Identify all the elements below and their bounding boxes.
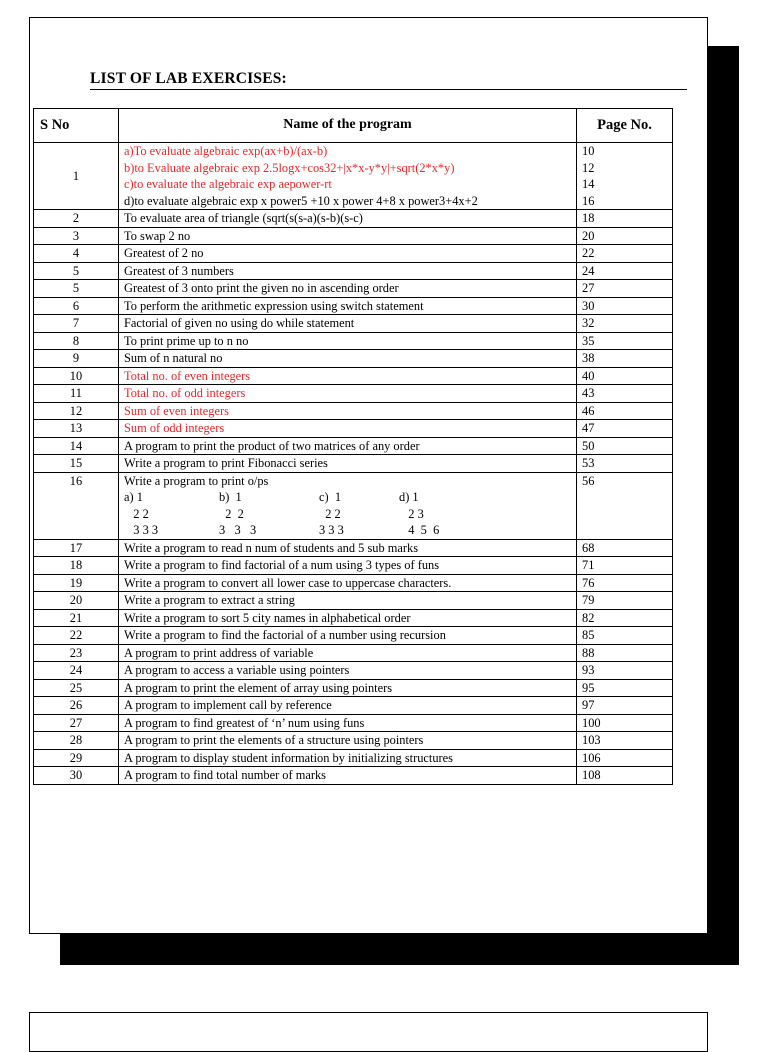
row-page-no: 93 — [577, 662, 673, 680]
row-page-no: 38 — [577, 350, 673, 368]
output-pattern-cell: 2 3 — [399, 506, 424, 521]
row-sno: 5 — [34, 280, 119, 298]
program-title: A program to find greatest of ‘n’ num using funs — [124, 715, 365, 730]
row-page-no: 32 — [577, 315, 673, 333]
row-program-name — [119, 539, 577, 557]
table-row — [34, 227, 673, 245]
table-row — [34, 679, 673, 697]
sub-program-page: 16 — [582, 193, 595, 208]
table-row — [34, 315, 673, 333]
program-title: Sum of n natural no — [124, 351, 223, 365]
row-program-name — [119, 697, 577, 715]
output-pattern-cell: a) 1 — [124, 490, 143, 504]
row-program-name — [119, 210, 577, 228]
table-row — [34, 472, 673, 539]
table-row — [34, 385, 673, 403]
program-title: A program to print the elements of a structure using pointers — [124, 733, 424, 747]
document-page — [29, 17, 708, 934]
row-sno: 2 — [34, 210, 119, 228]
row-page-no: 22 — [577, 245, 673, 263]
row-program-name — [119, 767, 577, 785]
row-program-name — [119, 592, 577, 610]
program-title: Greatest of 3 numbers — [124, 263, 234, 278]
row-program-name — [119, 455, 577, 473]
row-page-no: 35 — [577, 332, 673, 350]
output-pattern-cell: c) 1 — [319, 490, 342, 504]
program-title: A program to implement call by reference — [124, 698, 332, 712]
row-page-no: 79 — [577, 592, 673, 610]
row-program-name — [119, 732, 577, 750]
program-title: A program to print address of variable — [124, 645, 314, 660]
row-program-name — [119, 714, 577, 732]
row-page-no: 100 — [577, 714, 673, 732]
row-program-name — [119, 385, 577, 403]
row-sno: 26 — [34, 697, 119, 715]
program-title: A program to find total number of marks — [124, 768, 326, 782]
program-title: A program to access a variable using pointers — [124, 663, 350, 677]
header-sno: S No — [34, 109, 119, 143]
table-row — [34, 367, 673, 385]
table-row — [34, 714, 673, 732]
output-pattern-cell: 2 2 — [124, 506, 149, 521]
table-row — [34, 332, 673, 350]
row-program-name — [119, 627, 577, 645]
program-title: Write a program to read n num of students and 5 sub marks — [124, 540, 419, 555]
table-header-row — [34, 109, 673, 143]
row-sno: 20 — [34, 592, 119, 610]
sub-program-page: 12 — [582, 160, 595, 175]
row-page-no: 56 — [577, 472, 673, 539]
output-pattern-cell: 2 2 — [219, 506, 244, 521]
row-program-name — [119, 420, 577, 438]
row-sno: 27 — [34, 714, 119, 732]
table-row — [34, 697, 673, 715]
row-sno: 1 — [34, 143, 119, 210]
row-program-name — [119, 662, 577, 680]
row-page-no: 30 — [577, 297, 673, 315]
row-page-no: 88 — [577, 644, 673, 662]
row-program-name — [119, 297, 577, 315]
program-title: Sum of odd integers — [124, 421, 225, 435]
row-sno: 15 — [34, 455, 119, 473]
row-page-no: 46 — [577, 402, 673, 420]
row-page-no: 108 — [577, 767, 673, 785]
output-pattern-row — [124, 489, 571, 506]
row-program-name — [119, 644, 577, 662]
program-title: Write a program to print o/ps — [124, 473, 269, 488]
row-program-name — [119, 280, 577, 298]
program-title: To swap 2 no — [124, 228, 191, 243]
output-pattern-cell: 3 3 3 — [219, 523, 257, 537]
row-program-name — [119, 679, 577, 697]
program-title: A program to print the element of array using pointers — [124, 680, 393, 695]
row-sno: 6 — [34, 297, 119, 315]
table-row — [34, 280, 673, 298]
row-sno: 14 — [34, 437, 119, 455]
row-program-name — [119, 437, 577, 455]
row-sno: 22 — [34, 627, 119, 645]
row-page-no: 95 — [577, 679, 673, 697]
page-title: LIST OF LAB EXERCISES: — [90, 70, 287, 87]
program-title: To evaluate area of triangle (sqrt(s(s-a)(s-b)(s-c) — [124, 211, 363, 225]
output-pattern-cell: 3 3 3 — [124, 523, 159, 537]
row-sno: 16 — [34, 472, 119, 539]
row-sno: 8 — [34, 332, 119, 350]
row-program-name — [119, 472, 577, 539]
lab-exercises-table — [33, 108, 673, 785]
program-title: To print prime up to n no — [124, 333, 249, 348]
program-title: Write a program to convert all lower case to uppercase characters. — [124, 575, 452, 590]
row-sno: 11 — [34, 385, 119, 403]
row-page-no: 76 — [577, 574, 673, 592]
output-pattern-cell: 3 3 3 — [319, 523, 344, 537]
table-row — [34, 592, 673, 610]
row-program-name — [119, 332, 577, 350]
row-sno: 5 — [34, 262, 119, 280]
table-row — [34, 767, 673, 785]
table-row — [34, 539, 673, 557]
sub-program-page: 14 — [582, 177, 595, 191]
header-page-no: Page No. — [577, 109, 673, 143]
row-page-no: 71 — [577, 557, 673, 575]
output-pattern-row — [124, 522, 571, 539]
row-program-name — [119, 557, 577, 575]
row-program-name — [119, 402, 577, 420]
row-program-name — [119, 262, 577, 280]
row-page-no: 47 — [577, 420, 673, 438]
row-sno: 17 — [34, 539, 119, 557]
output-pattern-row — [124, 506, 571, 523]
table-row — [34, 749, 673, 767]
row-program-name — [119, 574, 577, 592]
program-title: Greatest of 2 no — [124, 246, 204, 260]
row-page-no: 43 — [577, 385, 673, 403]
output-pattern-cell: 4 5 6 — [399, 523, 440, 537]
table-row — [34, 644, 673, 662]
table-body — [34, 143, 673, 785]
program-title: Total no. of odd integers — [124, 386, 246, 400]
row-sno: 12 — [34, 402, 119, 420]
row-sno: 4 — [34, 245, 119, 263]
program-title: A program to display student information by initializing structures — [124, 750, 453, 765]
header-program-name: Name of the program — [119, 109, 577, 143]
sub-program-line: d)to evaluate algebraic exp x power5 +10 x power 4+8 x power3+4x+2 — [124, 193, 478, 208]
row-sno: 18 — [34, 557, 119, 575]
row-page-no: 53 — [577, 455, 673, 473]
program-title: Write a program to sort 5 city names in alphabetical order — [124, 610, 411, 625]
table-row — [34, 574, 673, 592]
next-page-edge — [29, 1012, 708, 1052]
row-program-name — [119, 749, 577, 767]
row-sno: 25 — [34, 679, 119, 697]
table-row — [34, 143, 673, 210]
sub-program-line: c)to evaluate the algebraic exp aepower-rt — [124, 177, 332, 191]
title-underline — [90, 89, 687, 90]
program-title: Greatest of 3 onto print the given no in ascending order — [124, 281, 399, 295]
row-program-name — [119, 609, 577, 627]
row-page-no: 27 — [577, 280, 673, 298]
table-row — [34, 627, 673, 645]
row-page-no: 82 — [577, 609, 673, 627]
row-program-name — [119, 227, 577, 245]
output-pattern-cell: d) 1 — [399, 490, 419, 504]
program-title: Total no. of even integers — [124, 368, 251, 383]
table-row — [34, 420, 673, 438]
row-page-no: 20 — [577, 227, 673, 245]
program-title: Write a program to extract a string — [124, 593, 295, 607]
row-sno: 3 — [34, 227, 119, 245]
row-program-name — [119, 315, 577, 333]
row-sno: 9 — [34, 350, 119, 368]
row-sno: 13 — [34, 420, 119, 438]
row-sno: 7 — [34, 315, 119, 333]
program-title: Sum of even integers — [124, 403, 229, 418]
row-sno: 24 — [34, 662, 119, 680]
table-row — [34, 455, 673, 473]
table-row — [34, 350, 673, 368]
row-program-name — [119, 350, 577, 368]
row-program-name — [119, 143, 577, 210]
row-page-no: 40 — [577, 367, 673, 385]
row-sno: 30 — [34, 767, 119, 785]
row-page-no — [577, 143, 673, 210]
row-page-no: 24 — [577, 262, 673, 280]
table-row — [34, 437, 673, 455]
table-row — [34, 557, 673, 575]
output-pattern-cell: b) 1 — [219, 490, 242, 504]
table-row — [34, 732, 673, 750]
program-title: Write a program to print Fibonacci series — [124, 456, 328, 470]
row-program-name — [119, 367, 577, 385]
sub-program-line: b)to Evaluate algebraic exp 2.5logx+cos32+|x*x-y*y|+sqrt(2*x*y) — [124, 160, 455, 175]
row-page-no: 18 — [577, 210, 673, 228]
table-row — [34, 210, 673, 228]
row-page-no: 106 — [577, 749, 673, 767]
row-page-no: 68 — [577, 539, 673, 557]
sub-program-line: a)To evaluate algebraic exp(ax+b)/(ax-b) — [124, 144, 328, 158]
row-page-no: 97 — [577, 697, 673, 715]
program-title: Factorial of given no using do while statement — [124, 316, 355, 330]
program-title: Write a program to find the factorial of a number using recursion — [124, 628, 446, 642]
sub-program-page: 10 — [582, 144, 595, 158]
row-program-name — [119, 245, 577, 263]
row-sno: 21 — [34, 609, 119, 627]
row-page-no: 103 — [577, 732, 673, 750]
table-row — [34, 609, 673, 627]
table-row — [34, 245, 673, 263]
row-sno: 29 — [34, 749, 119, 767]
table-row — [34, 297, 673, 315]
row-sno: 28 — [34, 732, 119, 750]
row-sno: 10 — [34, 367, 119, 385]
row-sno: 23 — [34, 644, 119, 662]
table-row — [34, 262, 673, 280]
row-page-no: 85 — [577, 627, 673, 645]
program-title: To perform the arithmetic expression using switch statement — [124, 298, 424, 313]
table-row — [34, 402, 673, 420]
row-sno: 19 — [34, 574, 119, 592]
program-title: Write a program to find factorial of a num using 3 types of funs — [124, 558, 440, 572]
output-pattern-cell: 2 2 — [319, 506, 341, 521]
table-row — [34, 662, 673, 680]
program-title: A program to print the product of two matrices of any order — [124, 438, 420, 453]
row-page-no: 50 — [577, 437, 673, 455]
